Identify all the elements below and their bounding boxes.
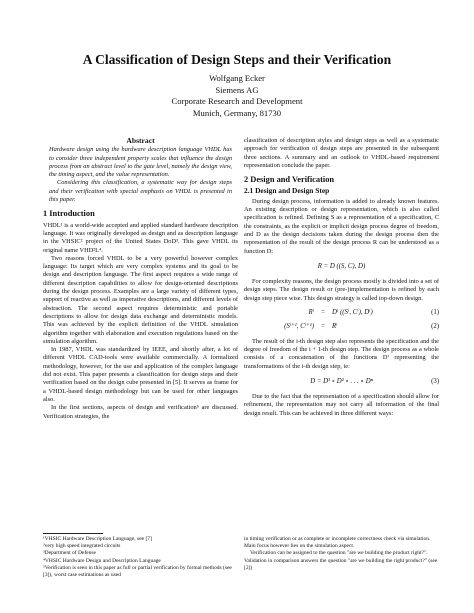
section-heading-design-verification: 2 Design and Verification (244, 175, 335, 185)
equation-2-relation: = (321, 323, 325, 331)
design-paragraph-4: Due to the fact that the representation of a specification should allow for refinement, the representation may not carry all information of the final design result. This can be achieved in three different ways: (244, 393, 439, 417)
footnote-3: ³Department of Defense (43, 550, 96, 557)
design-paragraph-3: The result of the i-th design step also represents the specification and the degree of freedom of the i + 1-th design step. The design process as a whole consists of a concatenation of the functions Dⁱ representing the transformations of the i-th design step, ie: (244, 337, 439, 370)
intro-paragraph-2: Two reasons forced VHDL to be a very powerful however complex language: Its target which are very complex systems and its goal to be design and description language. The first aspect requires a wide range of different description capabilities to allow for design-oriented descriptions during the design process. Examples are a large variety of different types, support of reactive as well as imperative descriptions, and different levels of abstraction. The second aspect requires deterministic and portable descriptions to allow for design data exchange and deterministic models. This was achieved by the explicit definition of the VHDL simulation algorithm together with elaboration and execution regulations based on the simulation algorithm. (43, 254, 238, 345)
footnote-1: ¹VHSIC Hardware Description Language, see [7] (43, 536, 152, 542)
abstract-body (43, 146, 238, 204)
author-department: Corporate Research and Development (171, 96, 303, 107)
author-company: Siemens AG (215, 84, 259, 95)
left-column (43, 137, 238, 421)
intro-paragraph-1: VHDL¹ is a world-wide accepted and applied standard hardware description language. It was originally developed as design and as description language in the VHSIC² project of the United States DoD³. This gave VHDL its original name VHD²L⁴. (43, 221, 238, 254)
equation-2-lhs: (Sⁱ⁺¹, Cⁱ⁺¹) (284, 323, 314, 331)
subsection-heading-design-step: 2.1 Design and Design Step (244, 186, 330, 196)
equation-1-rhs: Dⁱ ((Sⁱ, Cⁱ), Dⁱ) (332, 309, 373, 317)
equation-2-number: (2) (431, 323, 439, 331)
design-paragraph-2: For complexity reasons, the design process mostly is divided into a set of design steps. The design result or (pre-)implementation is refined by each design step piece wise. This design strategy is called top-down design. (244, 278, 439, 302)
equation-2 (244, 323, 439, 331)
footnotes-right (244, 536, 439, 572)
equation-1 (244, 309, 439, 317)
right-column (244, 137, 439, 418)
footnote-4: ⁴VHSIC Hardware Design and Description Language (43, 557, 161, 564)
equation-3-number: (3) (431, 377, 439, 385)
intro-paragraph-3: In 1987, VHDL was standardized by IEEE, and shortly after, a lot of different VHDL CAD-tools were available commercially. A formalized methodology, however, for the use and application of the complex language did not exist. This paper presents a classification for design steps and their verification based on the design cube presented in [5]. It serves as frame for a VHDL-based design methodology but can be used for other languages also. (43, 346, 238, 403)
abstract-paragraph-1: Hardware design using the hardware description language VHDL has to consider three independent property scales that influence the design process from an abstract level to the gate level, namely the design view, the timing aspect, and the value representation. (49, 146, 232, 179)
design-paragraph-1: During design process, information is added to already known features. An existing description or design representation, which is also called specification is refined. Defining S as a representation of a specification, C the constraints, as the explicit or implicit design process degree of freedom, and D as the design decisions taken during the design process then the representation of the result of the design process R can be understood as a function D: (244, 197, 439, 255)
author-name: Wolfgang Ecker (209, 73, 265, 83)
equation-1-relation: = (321, 309, 325, 317)
author-city: Munich, Germany, 81730 (192, 107, 282, 118)
section-heading-introduction: 1 Introduction (43, 209, 95, 219)
author-block (0, 73, 474, 119)
intro-continuation: classification of description styles and design steps as well as a systematic approach for verification of design steps are presented in the subsequent three sections. A summary and an outlook to VHDL-based requirement representation conclude the paper. (244, 137, 439, 169)
footnote-5: ⁵Verification is seen in this paper as full or partial verification by formal methods (see [3]), worst case estimations as used (43, 564, 232, 579)
footnote-rule (43, 533, 103, 534)
footnote-5-verification-note: Verification can be assigned to the question "are we building the product right?". Validation in comparison answers the question "are we building the right product?" (see [2]) (244, 550, 438, 571)
equation-3 (244, 378, 439, 386)
equation-1-lhs: Rⁱ (308, 309, 314, 317)
footnote-5-continued: in timing verification or as complete or incomplete correctness check via simulation. Main focus however lies on the simulation aspect. (244, 536, 431, 550)
equation-1-number: (1) (431, 309, 439, 317)
equation-2-rhs: Rⁱ (332, 323, 338, 331)
paper-title: A Classification of Design Steps and their Verification (82, 52, 392, 67)
abstract-paragraph-2: Considering this classification, a systematic way for design steps and their verification with special emphasis on VHDL is presented in this paper. (49, 179, 232, 204)
footnote-2: ²very high speed integrated circuits (43, 543, 121, 550)
footnotes-left (43, 536, 238, 579)
intro-paragraph-4: In the first sections, aspects of design and verification⁵ are discussed. Verification strategies, the (43, 404, 238, 420)
abstract-heading: Abstract (126, 136, 155, 145)
equation-3-body: D = D¹ ∘ D² ∘ . . . ∘ Dⁿ (310, 377, 373, 385)
equation-main: R = D ((S, C), D) (317, 262, 366, 270)
